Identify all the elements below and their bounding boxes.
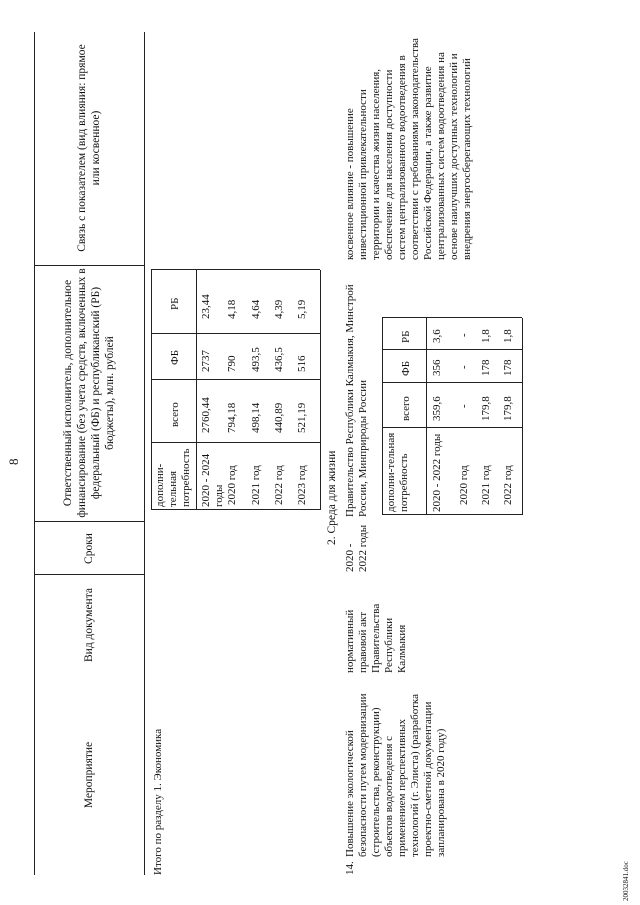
s2-row-total: 179,8 (502, 396, 514, 421)
s1-row-total: 521,19 (296, 402, 308, 433)
s1-rb-header: РБ (169, 297, 181, 310)
s1-row-rb: 4,64 (250, 299, 262, 319)
s2-row-period: 2020 год (458, 465, 470, 505)
header-link: Связь с показателем (вид влияния: прямое или косвенное) (76, 44, 102, 252)
header-exec: Ответственный исполнитель, дополнительное финансирование (без учета средств, включенных в федеральный (ФБ) и республиканский (РБ) бюджеты), млн. рублей (62, 268, 116, 518)
s2-row-fb: 356 (431, 359, 443, 376)
s1-row-fb: 493,5 (250, 347, 262, 372)
s2-row-rb: 1,8 (480, 329, 492, 343)
header-term: Сроки (83, 533, 95, 564)
s1-need-header: дополни-тельная потребность (154, 448, 192, 507)
s2-row-total: - (458, 404, 470, 408)
item-term: 2020 - 2022 годы (344, 524, 369, 572)
s2-line-top (382, 318, 383, 515)
s1-row-rb: 4,39 (273, 299, 285, 319)
s2-row-period: 2022 год (502, 465, 514, 505)
s1-row-period: 2022 год (273, 465, 285, 505)
s2-line-bottom (522, 318, 523, 515)
s1-row-total: 498,14 (250, 402, 262, 433)
s1-line-top (151, 270, 152, 510)
s2-line-head (426, 318, 427, 515)
item-number: 14. (344, 861, 356, 875)
s1-row-period: 2021 год (250, 465, 262, 505)
s1-row-period: 2023 год (296, 465, 308, 505)
s2-vline-4 (382, 317, 522, 318)
s1-row-fb: 2737 (200, 350, 212, 372)
item-exec: Правительство Республики Калмыкия, Минстрой России, Минприроды России (344, 284, 369, 517)
s1-row-rb: 23,44 (200, 294, 212, 319)
s2-row-period: 2021 год (480, 465, 492, 505)
s1-vline-3 (151, 333, 320, 334)
s1-row-fb: 790 (226, 355, 238, 372)
s2-row-fb: - (458, 365, 470, 369)
item-doc: нормативный правовой акт Правительства Республики Калмыкия (344, 603, 408, 673)
s1-total-header: всего (169, 402, 181, 427)
s1-row-total: 2760,44 (200, 397, 212, 433)
s2-vline-0 (382, 514, 522, 515)
s2-row-rb: - (458, 333, 470, 337)
s1-fb-header: ФБ (169, 349, 181, 365)
s2-total-header: всего (400, 396, 412, 421)
s2-rb-header: РБ (400, 330, 412, 343)
footer-code: 20032841.doc (622, 861, 630, 901)
s1-row-total: 794,18 (226, 402, 238, 433)
s2-row-total: 359,6 (431, 396, 443, 421)
s2-row-rb: 1,8 (502, 329, 514, 343)
s1-row-rb: 4,18 (226, 299, 238, 319)
col-border-3 (34, 265, 144, 266)
s2-vline-3 (382, 349, 522, 350)
header-bottom-line (144, 32, 145, 875)
s1-row-rb: 5,19 (296, 299, 308, 319)
header-doc: Вид документа (83, 588, 95, 662)
item-event: Повышение экологической безопасности путем модернизации (строительства, реконструкции) объектов водоотведения с применением перспективных технологий (г. Элиста) (разработка проектно-сметной документации запланирована в 2020 году) (344, 693, 447, 857)
s2-row-period: 2020 - 2022 годы (431, 433, 443, 512)
s2-fb-header: ФБ (400, 360, 412, 376)
s2-row-fb: 178 (502, 359, 514, 376)
page-number: 8 (6, 458, 21, 465)
s1-row-period: 2020 - 2024 годы (200, 453, 225, 507)
s1-line-head (196, 270, 197, 510)
s2-vline-2 (382, 382, 522, 383)
header-event: Мероприятие (83, 741, 95, 809)
s1-row-total: 440,89 (273, 402, 285, 433)
section1-total-label: Итого по разделу 1. Экономика (152, 728, 164, 875)
s1-line-bottom (320, 270, 321, 510)
s2-row-total: 179,8 (480, 396, 492, 421)
s1-vline-4 (151, 269, 320, 270)
s2-row-rb: 3,6 (431, 329, 443, 343)
s1-row-period: 2020 год (226, 465, 238, 505)
item-link: косвенное влияние - повышение инвестиционной привлекательности территории и качества жизни населения, обеспечение для населения доступности систем централизованного водоотведения в соответствии с требованиями законодательства Российской Федерации, а также развитие централизованных систем водоотведения на основе наилучших доступных технологий и внедрения энергосберегающих технологий (344, 38, 473, 260)
s1-vline-2 (151, 379, 320, 380)
s1-vline-0 (151, 509, 320, 510)
s1-vline-1 (151, 442, 320, 443)
s2-row-fb: 178 (480, 359, 492, 376)
s1-row-fb: 436,5 (273, 347, 285, 372)
s2-vline-1 (382, 427, 522, 428)
s1-row-fb: 516 (296, 355, 308, 372)
section2-title: 2. Среда для жизни (326, 450, 338, 545)
s2-need-header: дополни-тельная потребность (385, 432, 410, 512)
